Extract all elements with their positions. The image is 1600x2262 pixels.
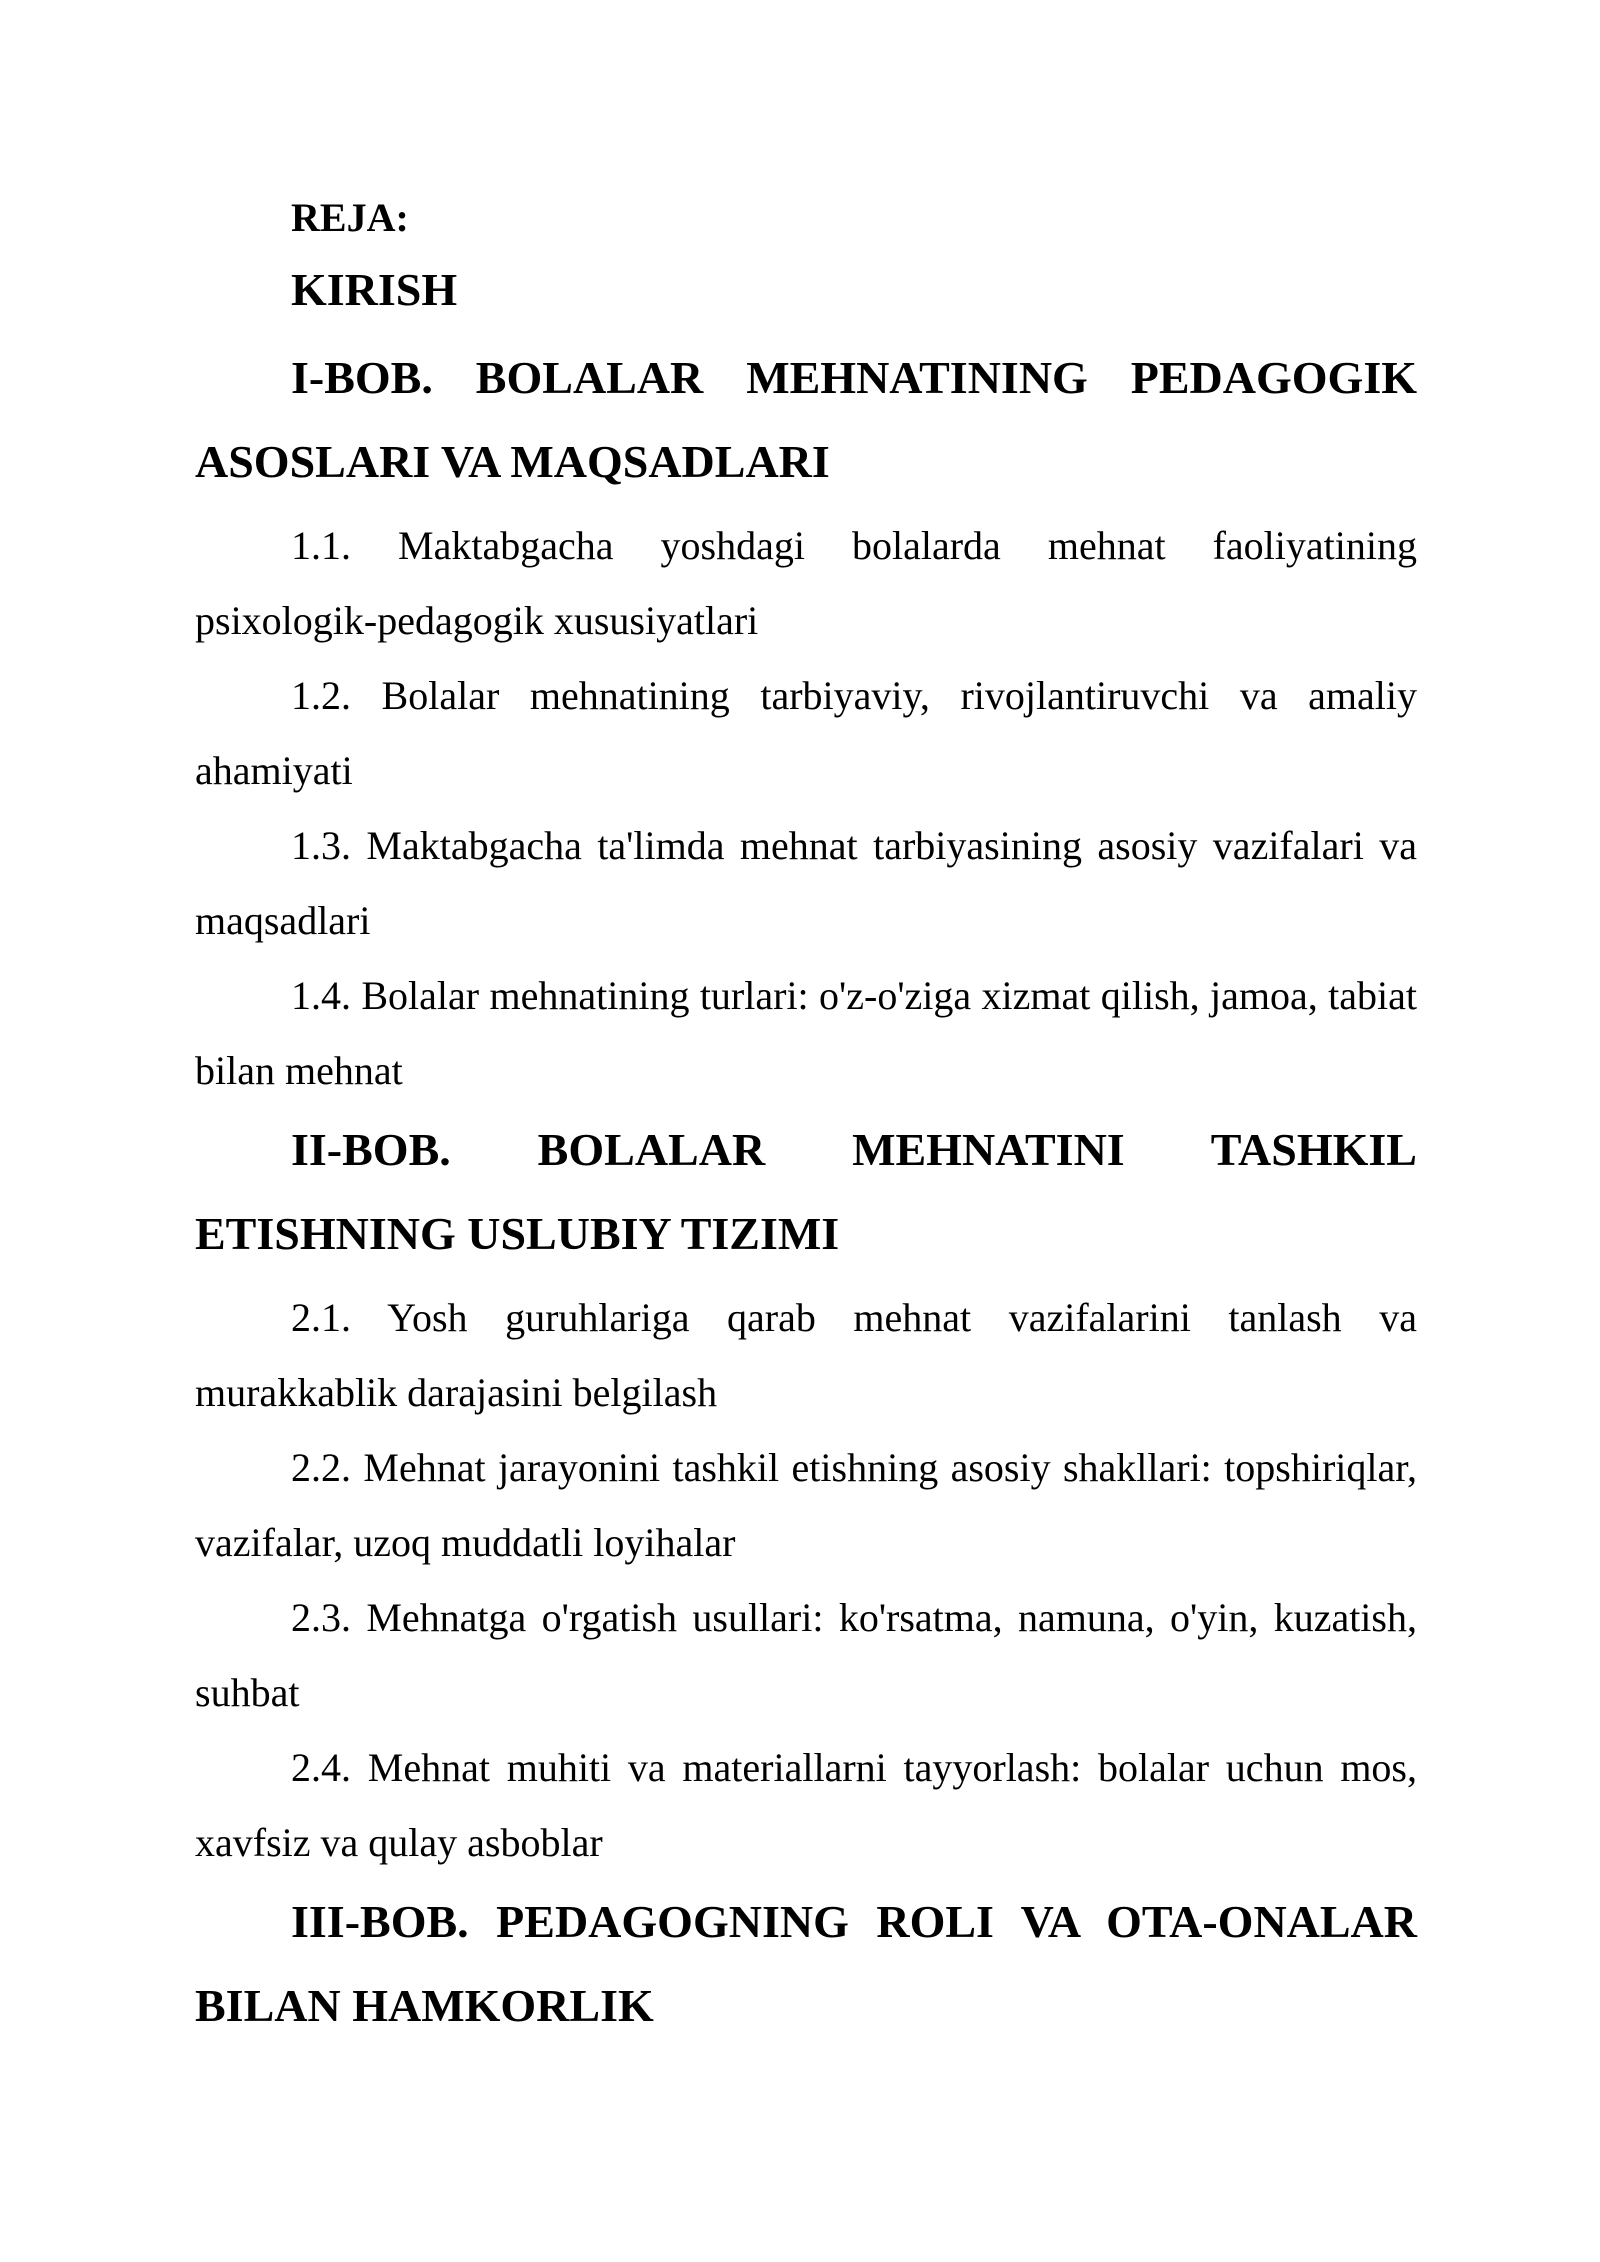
- section-2-3: 2.3. Mehnatga o'rgatish usullari: ko'rsatma, namuna, o'yin, kuzatish, suhbat: [195, 1595, 1417, 1715]
- plan-heading: REJA:: [291, 195, 409, 240]
- section-1-1: 1.1. Maktabgacha yoshdagi bolalarda mehnat faoliyatining psixologik-pedagogik xususiyatlari: [195, 523, 1417, 643]
- chapter-1-heading: I-BOB. BOLALAR MEHNATINING PEDAGOGIK ASOSLARI VA MAQSADLARI: [195, 352, 1417, 487]
- section-2-4: 2.4. Mehnat muhiti va materiallarni tayyorlash: bolalar uchun mos, xavfsiz va qulay asboblar: [195, 1745, 1417, 1865]
- section-1-3: 1.3. Maktabgacha ta'limda mehnat tarbiyasining asosiy vazifalari va maqsadlari: [195, 823, 1417, 943]
- section-1-2: 1.2. Bolalar mehnatining tarbiyaviy, rivojlantiruvchi va amaliy ahamiyati: [195, 673, 1417, 793]
- section-1-4: 1.4. Bolalar mehnatining turlari: o'z-o'ziga xizmat qilish, jamoa, tabiat bilan mehnat: [195, 973, 1417, 1093]
- introduction-heading: KIRISH: [291, 264, 458, 315]
- chapter-2-heading: II-BOB. BOLALAR MEHNATINI TASHKIL ETISHNING USLUBIY TIZIMI: [195, 1124, 1417, 1259]
- section-2-1: 2.1. Yosh guruhlariga qarab mehnat vazifalarini tanlash va murakkablik darajasini belgilash: [195, 1295, 1417, 1415]
- chapter-3-heading: III-BOB. PEDAGOGNING ROLI VA OTA-ONALAR BILAN HAMKORLIK: [195, 1896, 1417, 2031]
- section-2-2: 2.2. Mehnat jarayonini tashkil etishning asosiy shakllari: topshiriqlar, vazifalar, uzoq muddatli loyihalar: [195, 1445, 1417, 1565]
- document-page: [195, 188, 1417, 2052]
